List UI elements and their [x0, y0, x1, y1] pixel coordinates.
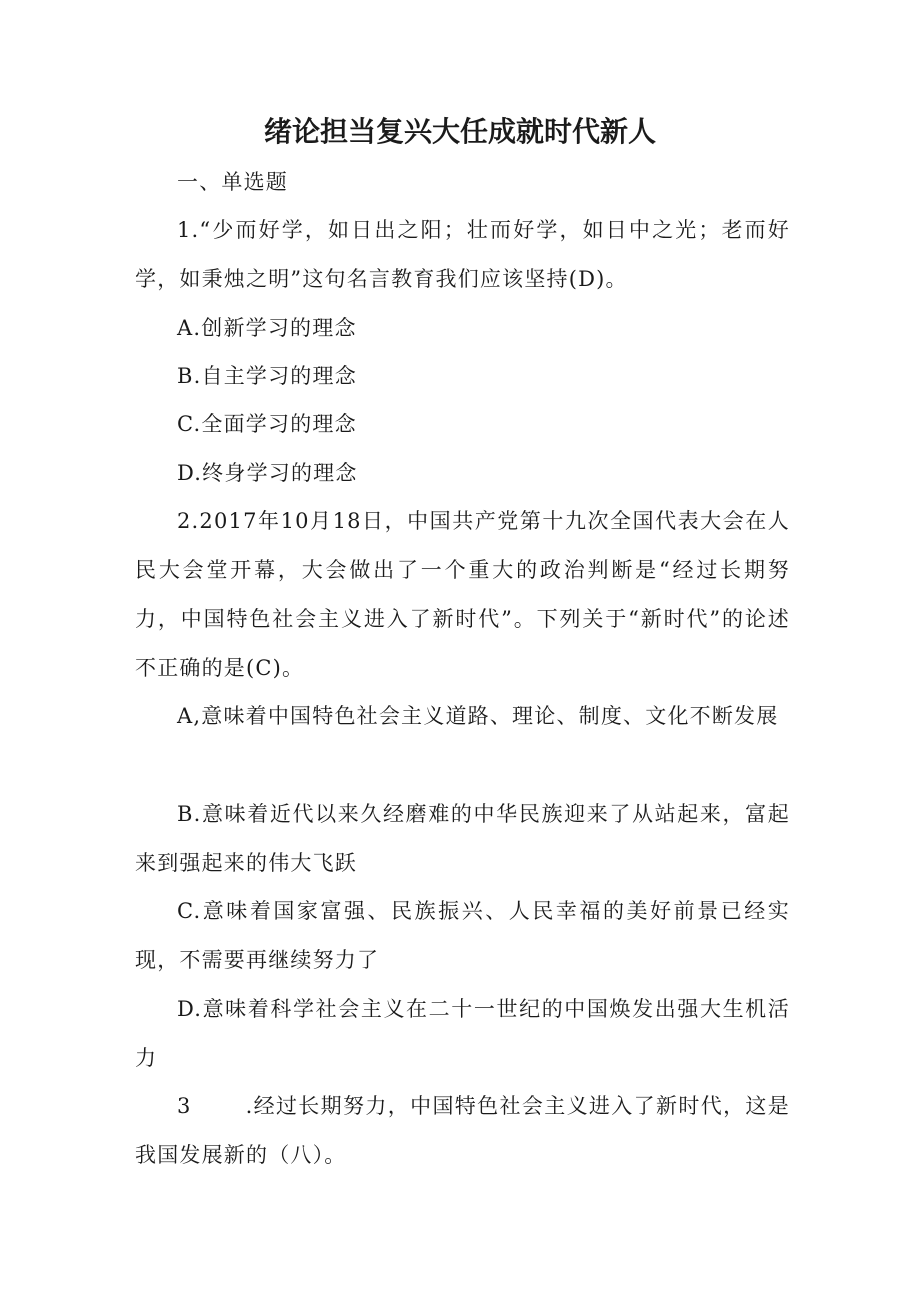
question-3-stem	[135, 1082, 790, 1180]
question-1-option-b: B.自主学习的理念	[177, 364, 357, 388]
question-2-option-c: C.意味着国家富强、民族振兴、人民幸福的美好前景已经实现，不需要再继续努力了	[135, 899, 790, 972]
question-3-text: .经过长期努力，中国特色社会主义进入了新时代，这是我国发展新的（八）。	[135, 1094, 790, 1167]
section-heading: 一、单选题	[177, 170, 288, 194]
question-1-option-d: D.终身学习的理念	[177, 461, 358, 485]
question-2-option-b: B.意味着近代以来久经磨难的中华民族迎来了从站起来，富起来到强起来的伟大飞跃	[135, 802, 790, 875]
question-2-option-d: D.意味着科学社会主义在二十一世纪的中国焕发出强大生机活力	[135, 997, 790, 1070]
question-1-option-a: A.创新学习的理念	[177, 316, 357, 340]
question-1-stem: 1.“少而好学，如日出之阳；壮而好学，如日中之光；老而好学，如秉烛之明”这句名言教育我们应该坚持(D)。	[135, 218, 790, 291]
question-3-number: 3	[177, 1094, 192, 1118]
question-1-option-c: C.全面学习的理念	[177, 412, 357, 436]
question-2-stem: 2.2017年10月18日，中国共产党第十九次全国代表大会在人民大会堂开幕，大会做出了一个重大的政治判断是“经过长期努力，中国特色社会主义进入了新时代”。下列关于“新时代”的论述不正确的是(C)。	[135, 509, 790, 680]
document-title: 绪论担当复兴大任成就时代新人	[263, 115, 656, 148]
question-2-option-a: A,意味着中国特色社会主义道路、理论、制度、文化不断发展	[177, 704, 779, 728]
